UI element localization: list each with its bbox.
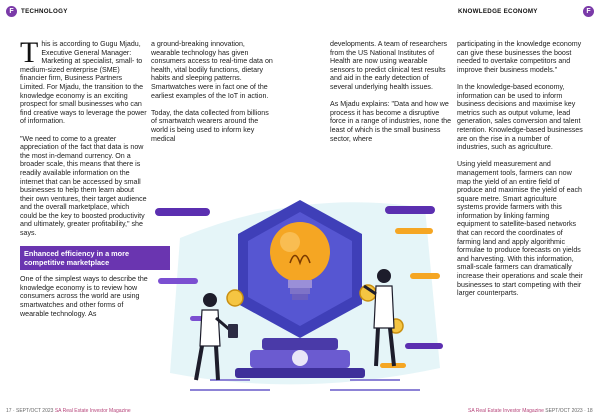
paragraph: One of the simplest ways to describe the knowledge economy is to review how consumers across the world are using smartwatches and other forms of wearable technology. As (20, 275, 148, 318)
paragraph: participating in the knowledge economy can give these businesses the boost needed to overtake competitors and improve their business models." (457, 40, 582, 74)
section-badge-left: F (6, 6, 17, 17)
issue-date-left: · SEPT/OCT 2023 (12, 408, 54, 414)
article-column-1 (20, 36, 148, 327)
drop-cap: T (20, 36, 39, 69)
section-label-right: KNOWLEDGE ECONOMY (458, 8, 538, 15)
article-column-2 (151, 40, 273, 152)
page-number-right: 18 (587, 408, 593, 414)
article-column-3 (330, 40, 452, 152)
section-badge-right: F (583, 6, 594, 17)
paragraph-text: his is according to Gugu Mjadu, Executive General Manager: Marketing at specialist, small- to medium-sized enterprise (SME) financier firm, Business Partners Limited. For Mjadu, the transition to the knowledge economy is an exciting prospect for small businesses who can find creative ways to leverage the power of information. (20, 40, 147, 126)
issue-date-right: SEPT/OCT 2023 · (545, 408, 586, 414)
paragraph (20, 36, 148, 126)
footer-right (468, 408, 593, 414)
paragraph: As Mjadu explains: "Data and how we process it has become a disruptive force in a range of industries, none the least of which is the small business sector, where (330, 100, 452, 143)
paragraph: In the knowledge-based economy, information can be used to inform business decisions and maximise key metrics such as output volume, lead generation, sales conversion and talent retention. Knowledge-based businesses are on the rise in a number of industries, such as agriculture. (457, 82, 583, 152)
paragraph: Using yield measurement and management tools, farmers can now map the yield of an entire field of produce and maximise the yield of each square metre. Smart agriculture systems provide farmers with this information by linking farming equipment to satellite-based networks that can record the coordinates of farming land and apply algorithmic formulae to produce forecasts on yields and harvesting. With this information, small-scale farmers can dramatically increase their operations and scale their businesses to start competing with their larger counterparts. (457, 160, 583, 298)
page-number-left: 17 (6, 408, 12, 414)
subheading: Enhanced efficiency in a more competitive marketplace (20, 246, 170, 270)
paragraph: a ground-breaking innovation, wearable technology has given consumers access to real-time data on health, vital bodily functions, dietary habits and sleeping patterns. Smartwatches were in fact one of the earliest examples of the IoT in action. (151, 40, 273, 100)
magazine-name-left: SA Real Estate Investor Magazine (54, 408, 131, 414)
lightbulb-illustration (150, 168, 450, 406)
footer-left (6, 408, 131, 414)
paragraph: Today, the data collected from billions of smartwatch wearers around the world is being used to inform key medical (151, 108, 269, 143)
paragraph: developments. A team of researchers from the US National Institutes of Health are now using wearable sensors to predict clinical test results and aid in the early detection of several underlying health issues. (330, 40, 448, 91)
article-column-4 (457, 40, 583, 306)
section-label-left: TECHNOLOGY (21, 8, 68, 15)
magazine-name-right: SA Real Estate Investor Magazine (468, 408, 544, 414)
paragraph: "We need to come to a greater appreciation of the fact that data is now the most in-demand currency. On a broader scale, this means that there is readily available information on the internet that can be accessed by small businesses to help them learn about their own ventures, their target audience and the overall marketplace, which could be the key to boosted productivity and ultimately, greater profitability," she says. (20, 134, 147, 238)
